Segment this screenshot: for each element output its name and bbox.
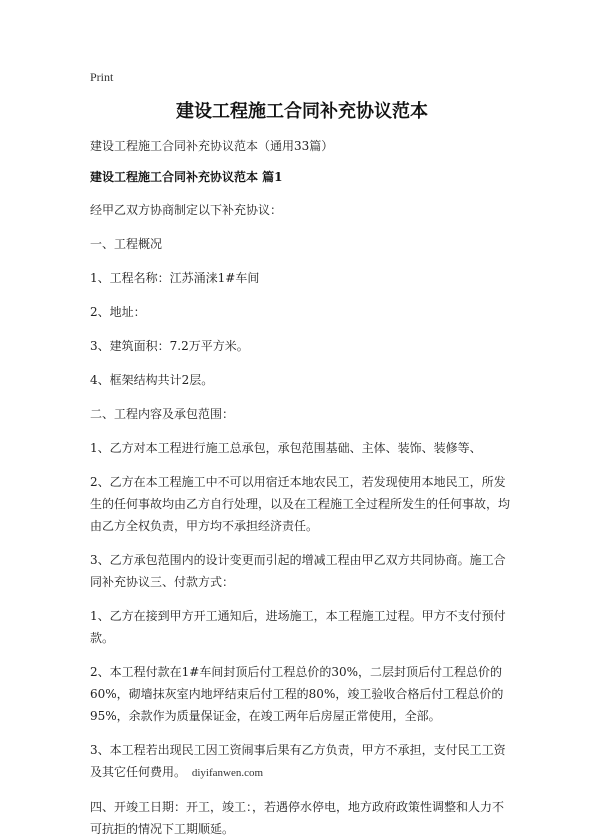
- document-title: 建设工程施工合同补充协议范本: [176, 101, 428, 122]
- section-title: 建设工程施工合同补充协议范本 篇1: [90, 170, 283, 184]
- paragraph: 经甲乙双方协商制定以下补充协议：: [90, 203, 283, 217]
- paragraph: 2、地址：: [90, 305, 146, 319]
- paragraph: 4、框架结构共计2层。: [90, 373, 214, 387]
- paragraph-text: 3、本工程若出现民工因工资闹事后果有乙方负责，甲方不承担，支付民工工资及其它任何费用。: [90, 743, 506, 779]
- paragraph: 3、乙方承包范围内的设计变更而引起的增减工程由甲乙双方共同协商。施工合同补充协议三、付款方式：: [90, 553, 506, 589]
- paragraph-with-source: [90, 739, 514, 784]
- paragraph: 2、本工程付款在1#车间封顶后付工程总价的30%，二层封顶后付工程总价的60%，砌墙抹灰室内地坪结束后付工程的80%，竣工验收合格后付工程总价的95%，余款作为质量保证金，在竣工两年后房屋正常使用，全部。: [90, 665, 504, 723]
- paragraph: 一、工程概况: [90, 237, 163, 251]
- paragraph: 四、开竣工日期：开工，竣工：，若遇停水停电，地方政府政策性调整和人力不可抗拒的情况下工期顺延。: [90, 800, 505, 836]
- paragraph: 二、工程内容及承包范围：: [90, 407, 235, 421]
- paragraph: 1、乙方对本工程进行施工总承包，承包范围基础、主体、装饰、装修等、: [90, 441, 482, 455]
- print-label[interactable]: Print: [90, 70, 114, 84]
- source-watermark-text: diyifanwen.com: [191, 767, 264, 779]
- paragraph: 1、工程名称：江苏涌涞1#车间: [90, 271, 260, 285]
- paragraph: 2、乙方在本工程施工中不可以用宿迁本地农民工，若发现使用本地民工，所发生的任何事故均由乙方自行处理，以及在工程施工全过程所发生的任何事故，均由乙方全权负责，甲方均不承担经济责任。: [90, 475, 511, 533]
- paragraph: 3、建筑面积：7.2万平方米。: [90, 339, 249, 353]
- paragraph: 1、乙方在接到甲方开工通知后，进场施工，本工程施工过程。甲方不支付预付款。: [90, 609, 506, 645]
- document-subtitle: 建设工程施工合同补充协议范本（通用33篇）: [90, 139, 334, 153]
